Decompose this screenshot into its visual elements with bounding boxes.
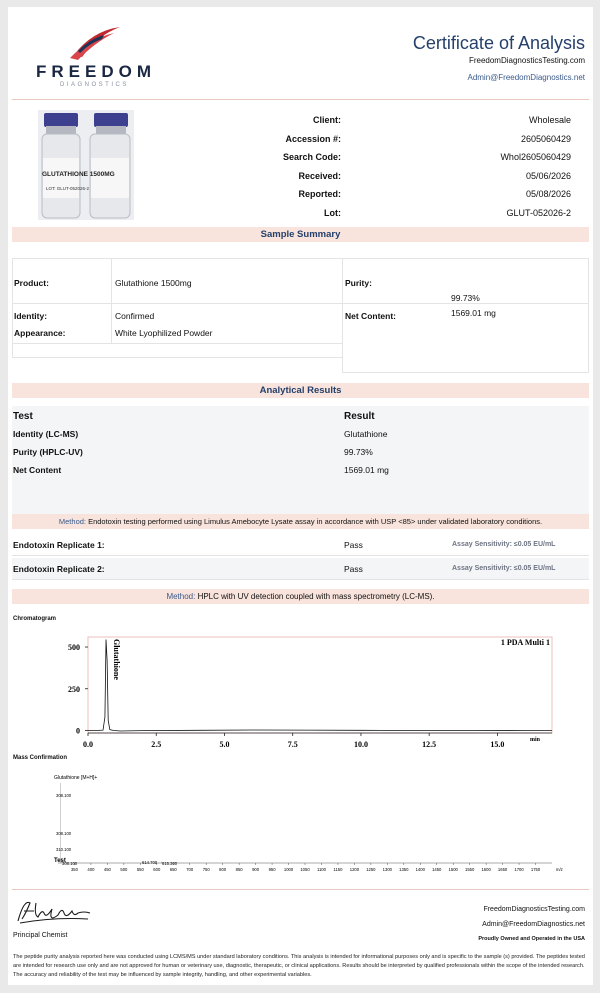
chart-title: 1 PDA Multi 1 [500,638,550,647]
result-row-test: Identity (LC-MS) [13,429,79,439]
lot-value: GLUT-052026-2 [506,207,571,218]
peak-label: 308.100 [56,831,72,836]
header-divider [12,99,589,100]
peak-label: 615.300 [162,861,178,866]
endotoxin-method-band [12,514,589,529]
result-row-test: Net Content [13,465,62,475]
x-tick-label: 1700 [514,867,524,872]
client-label: Client: [313,115,341,125]
method-text: Endotoxin testing performed using Limulus Amebocyte Lysate assay in accordance with USP <85> under validated laboratory conditions. [86,517,543,526]
peak-label: 308.100 [62,861,78,866]
freedom-logo [30,25,160,95]
x-tick-label: 1150 [333,867,343,872]
base-peak-mark: Test [54,858,66,864]
x-tick-label: 1350 [399,867,409,872]
footer-website[interactable]: FreedomDiagnosticsTesting.com [483,906,585,913]
identity-label: Identity: [14,311,48,321]
x-tick-label: 1300 [382,867,392,872]
y-tick-label: 0 [76,726,80,736]
method-label: Method: [58,517,86,526]
x-tick-label: 7.5 [287,740,298,749]
accession-value: 2605060429 [520,133,571,144]
flag-swoosh-icon [68,25,124,61]
x-tick-label: 1250 [366,867,376,872]
vial-name-label: GLUTATHIONE 1500MG [42,171,115,178]
method-label: Method: [166,592,196,601]
chemist-role: Principal Chemist [13,932,68,939]
certificate-page [8,7,593,985]
endotoxin-row-label: Endotoxin Replicate 2: [13,564,105,574]
x-tick-label: 1100 [316,867,326,872]
peak-label: 310.100 [56,847,72,852]
x-tick-label: 550 [136,867,144,872]
x-tick-label: 15.0 [490,740,505,749]
x-tick-label: 600 [153,867,161,872]
chromatogram-chart [12,629,589,753]
chemist-signature [14,895,94,927]
vial-photo [38,110,134,220]
endotoxin-row-result: Pass [344,564,363,574]
x-tick-label: 1450 [432,867,442,872]
x-tick-label: 950 [268,867,276,872]
x-tick-label: 1750 [530,867,541,872]
header-website[interactable]: FreedomDiagnosticsTesting.com [468,56,585,65]
x-tick-label: 1600 [481,867,491,872]
page-title: Certificate of Analysis [412,33,585,53]
x-tick-label: 1550 [465,867,475,872]
vial-right [90,113,130,218]
x-tick-label: 1650 [497,867,508,872]
x-tick-label: 1500 [448,867,458,872]
x-tick-label: 700 [186,867,194,872]
x-tick-label: 850 [235,867,243,872]
footer-owned: Proudly Owned and Operated in the USA [478,936,585,942]
chromatogram-trace [88,640,552,732]
identity-value: Confirmed [115,311,155,321]
result-row-value: 1569.01 mg [344,465,389,475]
hplc-method-band [12,589,589,604]
net-content-label: Net Content: [345,311,396,321]
brand-subtitle: DIAGNOSTICS [60,82,129,88]
x-tick-label: 12.5 [422,740,437,749]
y-tick-label: 500 [68,643,80,653]
client-info-values [500,111,571,223]
product-value: Glutathione 1500mg [115,278,192,288]
sample-summary-header: Sample Summary [12,227,589,242]
x-tick-label: 1000 [283,867,294,872]
vial-left [42,113,80,218]
plot-frame [88,637,552,733]
x-tick-label: 5.0 [219,740,230,749]
appearance-value: White Lyophilized Powder [115,328,213,338]
lot-label: Lot: [324,207,341,218]
x-tick-label: 1050 [300,867,310,872]
analytical-results-header: Analytical Results [12,383,589,398]
endotoxin-row-result: Pass [344,540,363,550]
x-tick-label: 650 [169,867,177,872]
footer-divider [12,889,589,890]
reported-value: 05/08/2026 [525,189,571,200]
x-tick-label: 2.5 [151,740,162,749]
x-tick-label: 1400 [415,867,425,872]
summary-left-grid [12,258,342,358]
x-axis-unit: m/z [556,867,563,872]
endotoxin-row-label: Endotoxin Replicate 1: [13,540,105,550]
peak-label: 308.100 [56,793,72,798]
summary-right-grid [342,258,589,373]
purity-value: 99.73% [451,293,480,303]
peak-label: Glutathione [112,639,122,680]
chromatogram-label: Chromatogram [13,616,57,622]
purity-label: Purity: [345,278,372,288]
x-tick-label: 500 [120,867,128,872]
result-row-value: Glutathione [344,429,388,439]
brand-name: FREEDOM [36,62,156,81]
vial-lot-label: LOT: GLUT-052026-2 [46,186,90,191]
x-tick-label: 900 [252,867,260,872]
x-tick-label: 400 [87,867,95,872]
received-value: 05/06/2026 [525,170,571,181]
disclaimer-text: The peptide purity analysis reported here was conducted using LCMS/MS under standard laboratory conditions. This analysis is intended for informational purposes only and is specific to the sample (s) provided. The peptides tested are intended for research use only and are not approved for human or veterinary use, diagnostic, therapeutic, or clinical applications. Results should be interpreted by qualified professionals within the scope of the intended research. The accuracy and reliability of the test may be influenced by sample integrity, handling, and other experimental variables. [13,954,585,979]
mass-confirmation-label: Mass Confirmation [13,755,68,761]
x-tick-label: 350 [70,867,78,872]
product-label: Product: [14,278,49,288]
x-tick-label: 750 [202,867,210,872]
assay-sensitivity: Assay Sensitivity: ≤0.05 EU/mL [452,565,556,572]
col-test-header: Test [13,411,33,422]
mass-spectrum-chart [12,769,589,881]
result-row-value: 99.73% [344,447,373,457]
method-text: HPLC with UV detection coupled with mass spectrometry (LC-MS). [195,592,435,601]
y-tick-label: 250 [68,684,80,694]
header-email[interactable]: Admin@FreedomDiagnostics.net [467,73,585,82]
client-value: Wholesale [528,115,571,125]
assay-sensitivity: Assay Sensitivity: ≤0.05 EU/mL [452,541,556,548]
x-tick-label: 450 [103,867,111,872]
endotoxin-row [12,558,589,580]
x-tick-label: 1200 [349,867,360,872]
endotoxin-row [12,534,589,556]
x-axis-unit: min [530,737,541,743]
x-tick-label: 800 [219,867,227,872]
search-code-value: Whol2605060429 [500,152,571,163]
received-label: Received: [298,170,341,181]
net-content-value: 1569.01 mg [451,308,496,318]
col-result-header: Result [344,411,375,422]
accession-label: Accession #: [285,133,341,144]
appearance-label: Appearance: [14,328,66,338]
reported-label: Reported: [298,189,341,200]
search-code-label: Search Code: [282,152,341,163]
analytical-results-table [12,406,589,516]
x-tick-label: 10.0 [353,740,368,749]
spectrum-title: Glutathione [M+H]+ [54,775,98,781]
client-info-labels [283,111,341,223]
result-row-test: Purity (HPLC-UV) [13,447,83,457]
x-tick-label: 0.0 [83,740,93,749]
sample-summary-table [12,258,589,378]
footer-email[interactable]: Admin@FreedomDiagnostics.net [482,921,585,928]
peak-label: 614.700 [142,860,158,865]
